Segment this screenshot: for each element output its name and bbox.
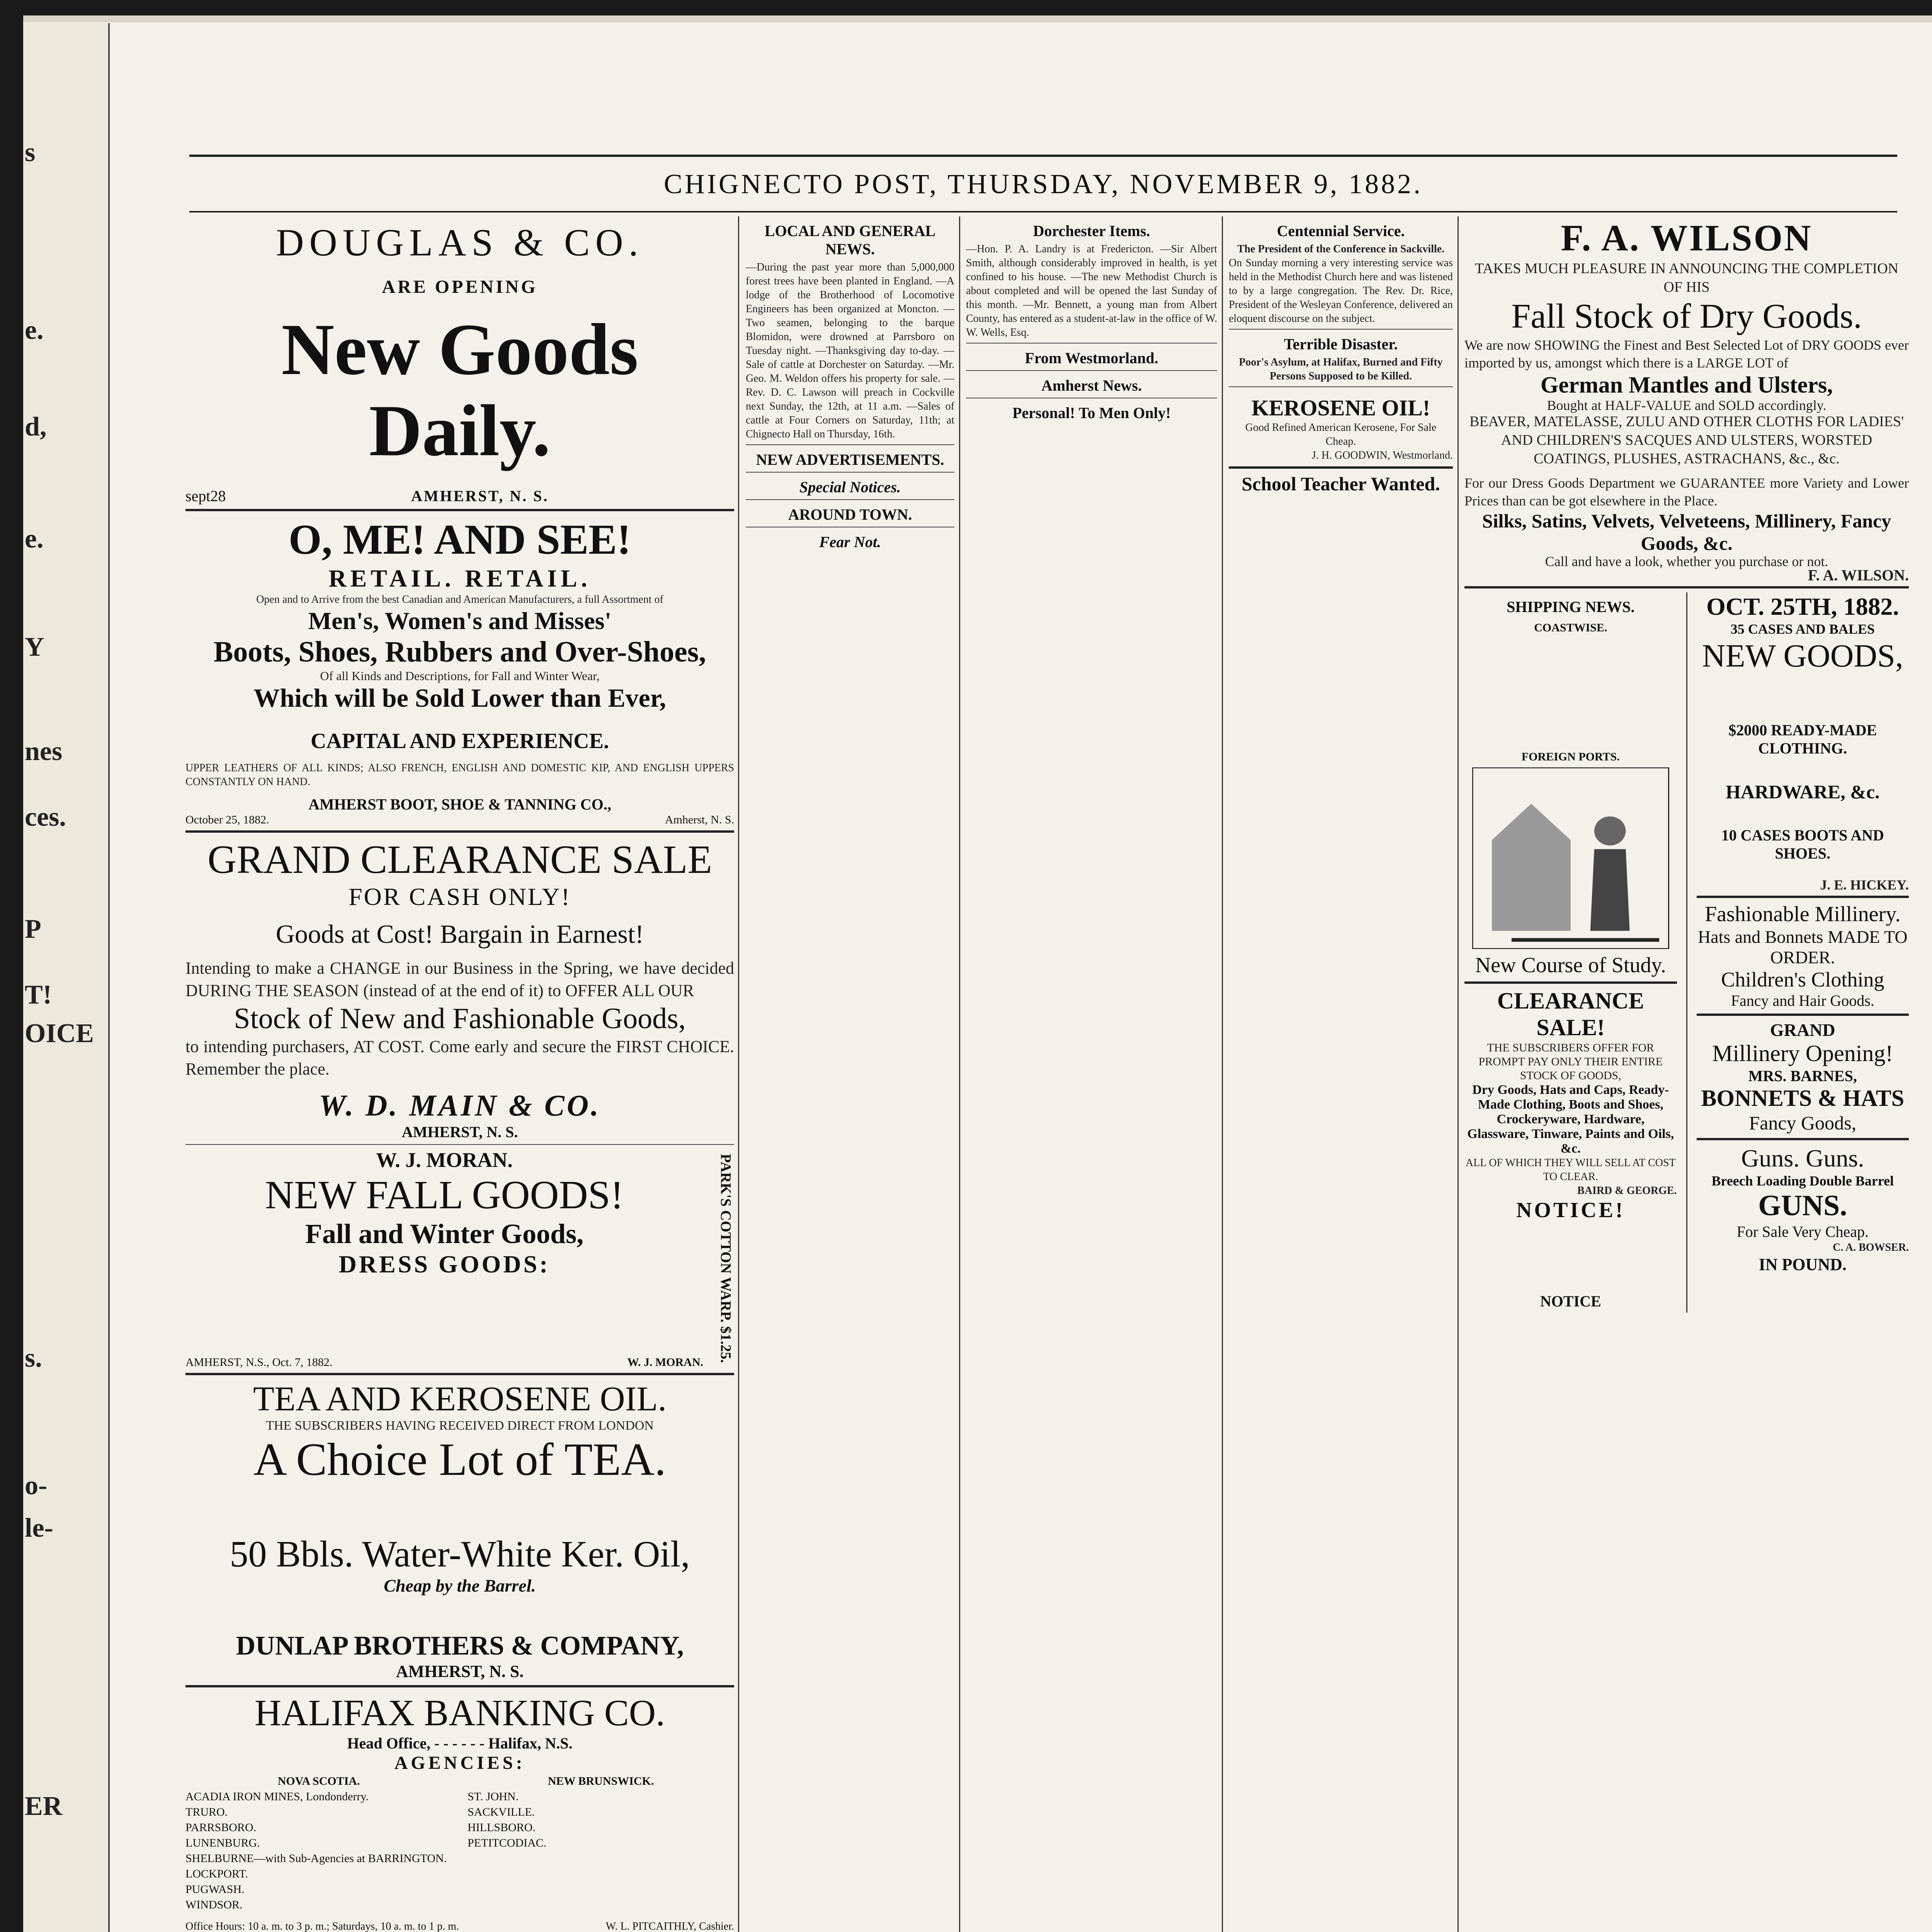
- barnes-heading: MRS. BARNES,: [1748, 1067, 1857, 1085]
- divider: [966, 343, 1217, 344]
- bowser-signature: C. A. BOWSER.: [1833, 1242, 1909, 1253]
- column-rule: [738, 216, 739, 1932]
- fashionable-heading: Fashionable Millinery.: [1704, 902, 1901, 926]
- fancy-hair-heading: Fancy and Hair Goods.: [1731, 992, 1874, 1009]
- amherst-news-heading: Amherst News.: [1041, 377, 1142, 394]
- strip-fragment: T!: [25, 980, 52, 1010]
- strip-fragment: d,: [25, 412, 47, 442]
- main-co-heading: W. D. MAIN & CO.: [319, 1088, 601, 1122]
- divider: [185, 830, 734, 833]
- childrens-heading: Children's Clothing: [1721, 968, 1884, 991]
- terrible-disaster-heading: Terrible Disaster.: [1284, 335, 1398, 353]
- moran-date: AMHERST, N.S., Oct. 7, 1882.: [185, 1356, 333, 1369]
- newspaper-page: [23, 15, 1932, 1932]
- strip-fragment: ER: [25, 1791, 63, 1821]
- agency-ns: LUNENBURG.: [185, 1837, 260, 1849]
- column-advertisements-1: [185, 216, 734, 1932]
- agency-ns: PARRSBORO.: [185, 1821, 257, 1834]
- agency-ns: PUGWASH.: [185, 1883, 245, 1896]
- wilson-signature: F. A. WILSON.: [1808, 566, 1909, 584]
- divider: [1697, 1014, 1909, 1016]
- boots-shoes-heading: 10 CASES BOOTS AND SHOES.: [1721, 827, 1884, 862]
- hardware-heading: HARDWARE, &c.: [1725, 781, 1880, 803]
- cash-heading: FOR CASH ONLY!: [349, 883, 571, 910]
- guns2-heading: GUNS.: [1758, 1189, 1847, 1222]
- cashier-signature: W. L. PITCAITHLY, Cashier.: [605, 1920, 734, 1932]
- column-centennial: [1229, 216, 1453, 1932]
- in-pound-heading: IN POUND.: [1759, 1255, 1847, 1274]
- bonnets-hats-heading: BONNETS & HATS: [1701, 1085, 1905, 1111]
- baird-signature: BAIRD & GEORGE.: [1577, 1185, 1677, 1197]
- masthead-title: CHIGNECTO POST, THURSDAY, NOVEMBER 9, 1882.: [663, 168, 1423, 199]
- fall-goods-heading: NEW FALL GOODS!: [265, 1173, 624, 1217]
- divider: [185, 1373, 734, 1375]
- divider: [1229, 329, 1453, 330]
- at-cost-text: ALL OF WHICH THEY WILL SELL AT COST TO CLEAR.: [1465, 1157, 1676, 1183]
- divider: [746, 499, 954, 500]
- douglas-location: AMHERST, N. S.: [411, 487, 549, 505]
- dunlap-heading: DUNLAP BROTHERS & COMPANY,: [236, 1631, 684, 1661]
- clearance-heading: GRAND CLEARANCE SALE: [207, 837, 712, 882]
- offer-text: THE SUBSCRIBERS OFFER FOR PROMPT PAY ONLY THEIR ENTIRE STOCK OF GOODS,: [1478, 1041, 1663, 1082]
- strip-fragment: OICE: [25, 1019, 94, 1048]
- o-me-heading: O, ME! AND SEE!: [288, 516, 631, 563]
- hickey-signature: J. E. HICKEY.: [1820, 877, 1909, 893]
- agency-ns: WINDSOR.: [185, 1898, 243, 1911]
- tea-intro: THE SUBSCRIBERS HAVING RECEIVED DIRECT FROM LONDON: [266, 1418, 654, 1433]
- silks-heading: Silks, Satins, Velvets, Velveteens, Millinery, Fancy Goods, &c.: [1482, 510, 1891, 554]
- column-rule: [1458, 216, 1459, 1932]
- strip-fragment: nes: [25, 736, 63, 766]
- stock-heading: Stock of New and Fashionable Goods,: [234, 1002, 686, 1035]
- dorchester-heading: Dorchester Items.: [1033, 222, 1150, 240]
- fancy-goods-heading: Fancy Goods,: [1749, 1112, 1857, 1134]
- new-course-heading: New Course of Study.: [1475, 953, 1666, 977]
- bbls-heading: 50 Bbls. Water-White Ker. Oil,: [230, 1533, 690, 1575]
- mantles-heading: German Mantles and Ulsters,: [1540, 372, 1833, 398]
- half-value-text: Bought at HALF-VALUE and SOLD accordingly.: [1547, 398, 1827, 413]
- guns-heading: Guns. Guns.: [1741, 1145, 1864, 1172]
- amherst-boot-heading: AMHERST BOOT, SHOE & TANNING CO.,: [308, 796, 611, 813]
- ns-heading: NOVA SCOTIA.: [277, 1775, 360, 1787]
- divider: [1697, 1138, 1909, 1140]
- column-rule: [959, 216, 960, 1932]
- wilson-heading: F. A. WILSON: [1561, 217, 1813, 259]
- goodwin-signature: J. H. GOODWIN, Westmorland.: [1311, 449, 1453, 461]
- poor-asylum-subheading: Poor's Asylum, at Halifax, Burned and Fifty Persons Supposed to be Killed.: [1239, 356, 1443, 382]
- personal-heading: Personal! To Men Only!: [1012, 404, 1171, 422]
- choice-tea-heading: A Choice Lot of TEA.: [253, 1434, 666, 1485]
- barrel-text: Cheap by the Barrel.: [384, 1576, 536, 1595]
- lower-heading: Which will be Sold Lower than Ever,: [253, 683, 666, 713]
- schoolroom-illustration: [1472, 767, 1669, 949]
- divider: [1697, 896, 1909, 898]
- head-office-text: Head Office, - - - - - - Halifax, N.S.: [347, 1735, 573, 1752]
- fall-stock-heading: Fall Stock of Dry Goods.: [1511, 297, 1862, 335]
- halifax-banking-heading: HALIFAX BANKING CO.: [254, 1692, 665, 1733]
- column-advertisements-2: [1464, 216, 1909, 1932]
- oct25-heading: OCT. 25TH, 1882.: [1706, 593, 1899, 620]
- divider: [1229, 386, 1453, 387]
- kerosene-text: Good Refined American Kerosene, For Sale Cheap.: [1245, 422, 1437, 447]
- douglas-heading: DOUGLAS & CO.: [276, 221, 644, 264]
- strip-fragment: P: [25, 914, 41, 944]
- nb-heading: NEW BRUNSWICK.: [548, 1775, 654, 1787]
- grand-heading: GRAND: [1770, 1020, 1835, 1040]
- strip-fragment: s.: [25, 1343, 42, 1373]
- boots-heading: Boots, Shoes, Rubbers and Over-Shoes,: [213, 636, 706, 668]
- dress-goods-heading: DRESS GOODS:: [338, 1250, 550, 1278]
- centennial-heading: Centennial Service.: [1277, 222, 1405, 240]
- stock-sub: to intending purchasers, AT COST. Come early and secure the FIRST CHOICE. Remember the place.: [185, 1037, 734, 1078]
- boot-date: October 25, 1882.: [185, 813, 269, 826]
- hats-heading: Hats and Bonnets MADE TO ORDER.: [1697, 927, 1908, 967]
- kerosene-heading: KEROSENE OIL!: [1251, 395, 1430, 420]
- strip-fragment: le-: [25, 1513, 53, 1543]
- tea-heading: TEA AND KEROSENE OIL.: [253, 1380, 667, 1418]
- foreign-ports-heading: FOREIGN PORTS.: [1521, 750, 1620, 763]
- fall-winter-heading: Fall and Winter Goods,: [305, 1218, 584, 1249]
- agencies-heading: AGENCIES:: [394, 1753, 526, 1773]
- scan-edge: [23, 15, 1932, 22]
- divider: [1464, 586, 1909, 588]
- notice-heading: NOTICE!: [1516, 1198, 1625, 1222]
- local-news-heading: LOCAL AND GENERAL NEWS.: [764, 222, 936, 258]
- cotton-warp-side-label: PARK'S COTTON WARP. $1.25.: [718, 1154, 734, 1363]
- agency-nb: HILLSBORO.: [468, 1821, 536, 1834]
- local-news-body: —During the past year more than 5,000,000 forest trees have been planted in England. —A lodge of the Brotherhood of Locomotive Engineers has been organized at Moncton. —Two seamen, belonging to the barque Blomidon, were drowned at Parrsboro on Tuesday night. —Thanksgiving day to-day. —Sale of cattle at Dorchester on Saturday. —Mr. Geo. M. Weldon offers his property for sale. —Rev. D. C. Lawson will preach in Cockville next Sunday, the 12th, at 11 a.m. —Sales of cattle at Four Corners on Saturday, 11th; at Chignecto Hall on Thursday, 16th.: [746, 261, 954, 440]
- agency-ns: ACADIA IRON MINES, Londonderry.: [185, 1790, 369, 1803]
- wilson-takes: TAKES MUCH PLEASURE IN ANNOUNCING THE COMPLETION OF HIS: [1475, 260, 1899, 295]
- agency-ns: SHELBURNE—with Sub-Agencies at BARRINGTON.: [185, 1852, 447, 1865]
- adjacent-page-strip: [23, 23, 110, 1932]
- beaver-text: BEAVER, MATELASSE, ZULU AND OTHER CLOTHS FOR LADIES' AND CHILDREN'S SACQUES AND ULSTERS, WORSTED COATINGS, PLUSHES, ASTRACHANS, &c., &c.: [1469, 413, 1904, 467]
- showing-text: We are now SHOWING the Finest and Best Selected Lot of DRY GOODS ever imported by us, amongst which there is a LARGE LOT of: [1464, 337, 1909, 371]
- around-town-heading: AROUND TOWN.: [788, 506, 912, 523]
- mens-heading: Men's, Women's and Misses': [308, 607, 612, 634]
- new-goods-heading-2: NEW GOODS,: [1702, 638, 1903, 674]
- moran-heading: W. J. MORAN.: [376, 1148, 513, 1172]
- divider: [1464, 981, 1677, 984]
- agency-nb: PETITCODIAC.: [468, 1837, 547, 1849]
- special-notices-heading: Special Notices.: [799, 478, 901, 496]
- clearance-sale-heading: CLEARANCE SALE!: [1497, 988, 1644, 1040]
- strip-fragment: e.: [25, 315, 44, 345]
- shipping-heading: SHIPPING NEWS.: [1507, 598, 1635, 616]
- ready-made-heading: $2000 READY-MADE CLOTHING.: [1728, 721, 1877, 757]
- agency-ns: LOCKPORT.: [185, 1867, 248, 1880]
- mens-intro: Open and to Arrive from the best Canadian and American Manufacturers, a full Assortment of: [256, 594, 663, 605]
- millinery-opening-heading: Millinery Opening!: [1712, 1041, 1893, 1066]
- moran-signature: W. J. MORAN.: [627, 1356, 703, 1369]
- teacher-wanted-heading: School Teacher Wanted.: [1242, 473, 1440, 495]
- divider: [185, 1144, 734, 1145]
- divider: [746, 444, 954, 445]
- strip-fragment: o-: [25, 1471, 48, 1500]
- dunlap-location: AMHERST, N. S.: [396, 1662, 524, 1681]
- masthead: [189, 155, 1897, 213]
- column-rule: [1222, 216, 1223, 1932]
- divider: [185, 509, 734, 511]
- strip-fragment: s: [25, 138, 36, 167]
- strip-fragment: e.: [25, 524, 44, 554]
- capital-heading: CAPITAL AND EXPERIENCE.: [310, 729, 609, 753]
- dry-goods-list: Dry Goods, Hats and Caps, Ready-Made Clothing, Boots and Shoes, Crockeryware, Hardware, Glassware, Tinware, Paints and Oils, &c.: [1467, 1083, 1674, 1156]
- fear-not-heading: Fear Not.: [819, 533, 881, 551]
- breech-loading-text: Breech Loading Double Barrel: [1711, 1173, 1894, 1189]
- cases-text: 35 CASES AND BALES: [1730, 621, 1875, 637]
- agency-nb: ST. JOHN.: [468, 1790, 519, 1803]
- divider: [746, 472, 954, 473]
- retail-heading: RETAIL. RETAIL.: [328, 565, 591, 592]
- divider: [185, 1685, 734, 1687]
- divider: [1229, 466, 1453, 469]
- opening-text: ARE OPENING: [382, 277, 538, 297]
- agency-nb: SACKVILLE.: [468, 1806, 535, 1818]
- notice2-heading: NOTICE: [1540, 1293, 1601, 1310]
- dress-dept-text: For our Dress Goods Department we GUARANTEE more Variety and Lower Prices than can be got elsewhere in the Place.: [1464, 475, 1909, 509]
- main-location: AMHERST, N. S.: [401, 1123, 518, 1141]
- strip-fragment: ces.: [25, 802, 66, 832]
- divider: [966, 370, 1217, 371]
- president-subheading: The President of the Conference in Sackville.: [1237, 243, 1445, 255]
- westmorland-heading: From Westmorland.: [1025, 349, 1158, 367]
- centennial-body: On Sunday morning a very interesting service was held in the Methodist Church here and was listened to by a large congregation. The Rev. Dr. Rice, President of the Wesleyan Conference, delivered an eloquent discourse on the subject.: [1229, 257, 1453, 325]
- intending-text: Intending to make a CHANGE in our Business in the Spring, we have decided DURING THE SEASON (instead of at the end of it) to OFFER ALL OUR: [185, 959, 734, 1000]
- upper-text: UPPER LEATHERS OF ALL KINDS; ALSO FRENCH, ENGLISH AND DOMESTIC KIP, AND ENGLISH UPPERS CONSTANTLY ON HAND.: [185, 762, 734, 788]
- guns-cheap-text: For Sale Very Cheap.: [1736, 1223, 1869, 1240]
- agency-ns: TRURO.: [185, 1806, 228, 1818]
- cost-heading: Goods at Cost! Bargain in Earnest!: [276, 919, 644, 949]
- kinds-text: Of all Kinds and Descriptions, for Fall and Winter Wear,: [320, 669, 600, 683]
- new-goods-heading: New Goods Daily.: [281, 309, 638, 471]
- column-dorchester: [966, 216, 1217, 1932]
- strip-fragment: Y: [25, 632, 44, 662]
- office-hours: Office Hours: 10 a. m. to 3 p. m.; Saturdays, 10 a. m. to 1 p. m.: [185, 1920, 459, 1932]
- coastwise-heading: COASTWISE.: [1534, 621, 1607, 634]
- ad-date: sept28: [185, 487, 226, 505]
- boot-location: Amherst, N. S.: [665, 813, 734, 826]
- new-adverts-heading: NEW ADVERTISEMENTS.: [756, 451, 944, 468]
- call-text: Call and have a look, whether you purchase or not.: [1545, 554, 1828, 569]
- column-local-news: [746, 216, 954, 1932]
- dorchester-body: —Hon. P. A. Landry is at Fredericton. —Sir Albert Smith, although considerably improved in health, is yet confined to his house. —The new Methodist Church is about completed and will be opened the last Sunday of this month. —Mr. Bennett, a young man from Albert County, has entered as a student-at-law in the office of W. W. Wells, Esq.: [966, 243, 1217, 338]
